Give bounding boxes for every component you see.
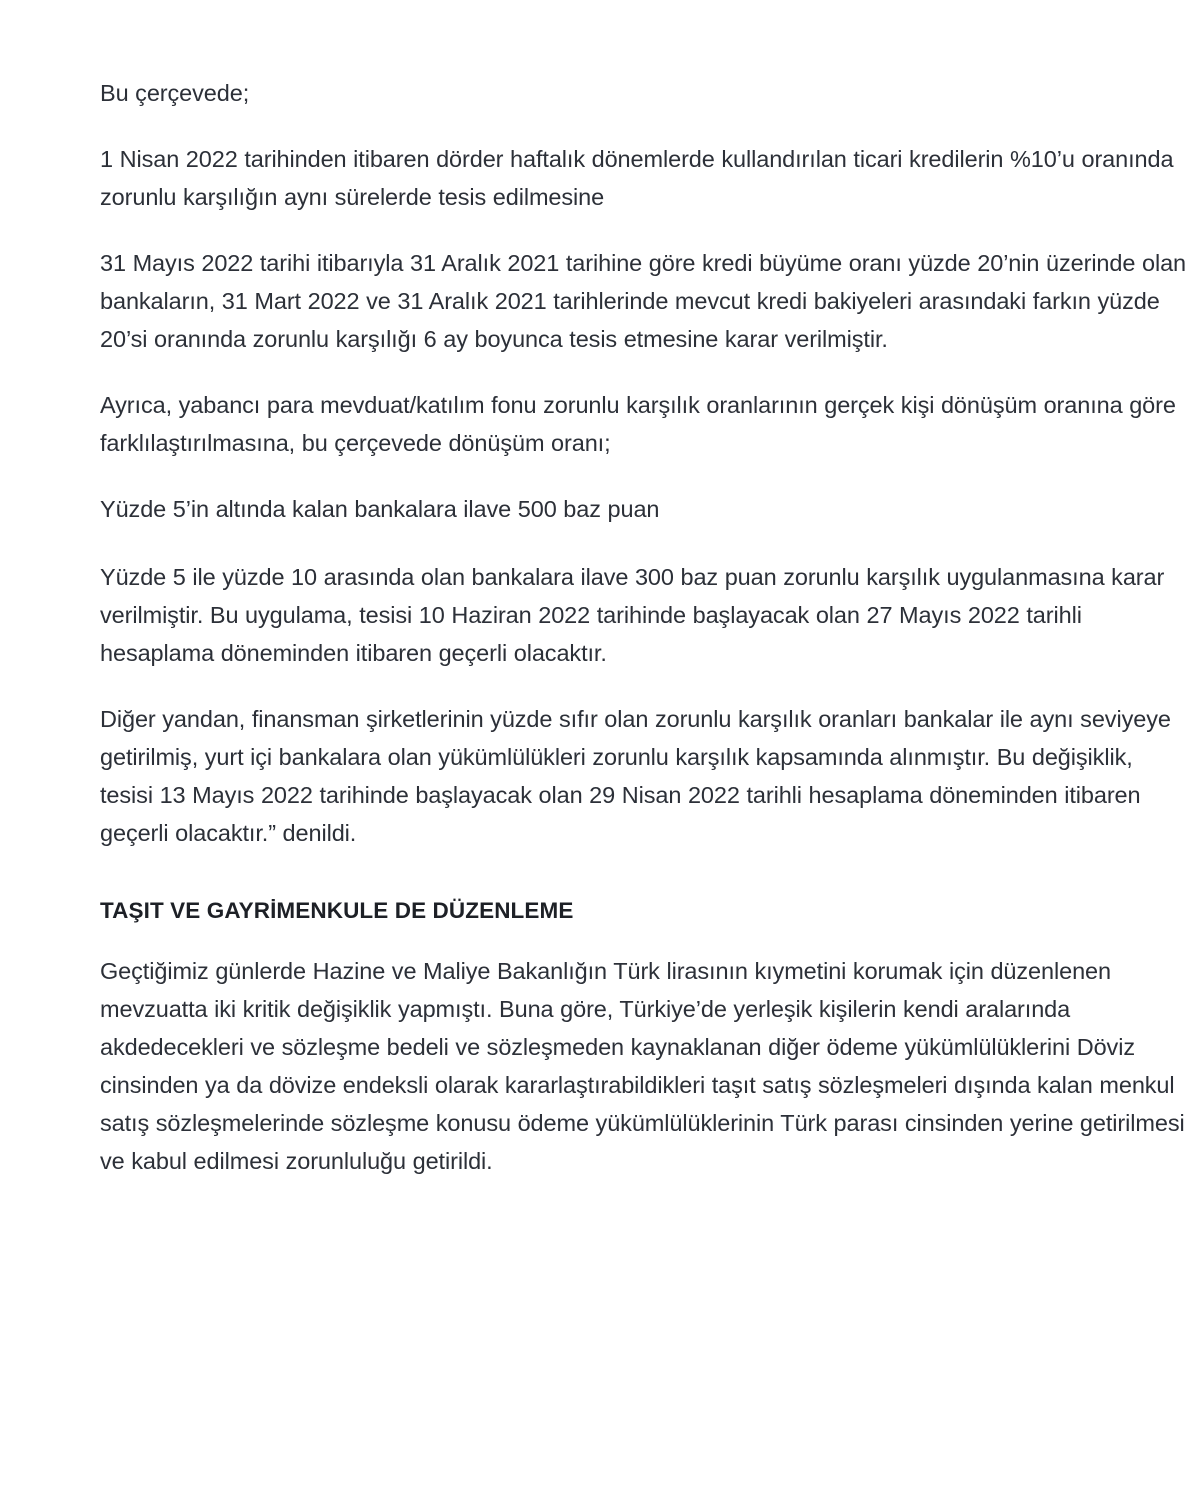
measure-paragraph-2: 31 Mayıs 2022 tarihi itibarıyla 31 Aralık 2021 tarihine göre kredi büyüme oranı yüzde 20’nin üzerinde olan bankaların, 31 Mart 2022 ve 31 Aralık 2021 tarihlerinde mevcut kredi bakiyeleri arasındaki farkın yüzde 20’si oranında zorunlu karşılığı 6 ay boyunca tesis etmesine karar verilmiştir. [100, 250, 1187, 352]
intro-paragraph: Bu çerçevede; [100, 80, 250, 106]
finance-companies-paragraph: Diğer yandan, finansman şirketlerinin yüzde sıfır olan zorunlu karşılık oranları bankalar ile aynı seviyeye getirilmiş, yurt içi bankalara olan yükümlülükleri zorunlu karşılık kapsamında alınmıştır. Bu değişiklik, tesisi 13 Mayıs 2022 tarihinde başlayacak olan 29 Nisan 2022 tarihli hesaplama döneminden itibaren geçerli olacaktır.” denildi. [100, 706, 1171, 846]
rate-clause-under-5: Yüzde 5’in altında kalan bankalara ilave 500 baz puan [100, 496, 660, 522]
vehicle-realestate-paragraph: Geçtiğimiz günlerde Hazine ve Maliye Bakanlığın Türk lirasının kıymetini korumak için düzenlenen mevzuatta iki kritik değişiklik yapmıştı. Buna göre, Türkiye’de yerleşik kişilerin kendi aralarında akdedecekleri ve sözleşme bedeli ve sözleşmeden kaynaklanan diğer ödeme yükümlülüklerini Döviz cinsinden ya da dövize endeksli olarak kararlaştırabildikleri taşıt satış sözleşmeleri dışında kalan menkul satış sözleşmelerinde sözleşme konusu ödeme yükümlülüklerinin Türk parası cinsinden yerine getirilmesi ve kabul edilmesi zorunluluğu getirildi. [100, 958, 1185, 1174]
measure-paragraph-3: Ayrıca, yabancı para mevduat/katılım fonu zorunlu karşılık oranlarının gerçek kişi dönüşüm oranına göre farklılaştırılmasına, bu çerçevede dönüşüm oranı; [100, 392, 1176, 456]
measure-paragraph-1: 1 Nisan 2022 tarihinden itibaren dörder haftalık dönemlerde kullandırılan ticari kredilerin %10’u oranında zorunlu karşılığın aynı sürelerde tesis edilmesine [100, 146, 1174, 210]
rate-clause-5-to-10: Yüzde 5 ile yüzde 10 arasında olan bankalara ilave 300 baz puan zorunlu karşılık uygulanmasına karar verilmiştir. Bu uygulama, tesisi 10 Haziran 2022 tarihinde başlayacak olan 27 Mayıs 2022 tarihli hesaplama döneminden itibaren geçerli olacaktır. [100, 564, 1165, 666]
article-body [100, 74, 1188, 1180]
section-heading-vehicle-realestate: TAŞIT VE GAYRİMENKULE DE DÜZENLEME [100, 898, 574, 923]
